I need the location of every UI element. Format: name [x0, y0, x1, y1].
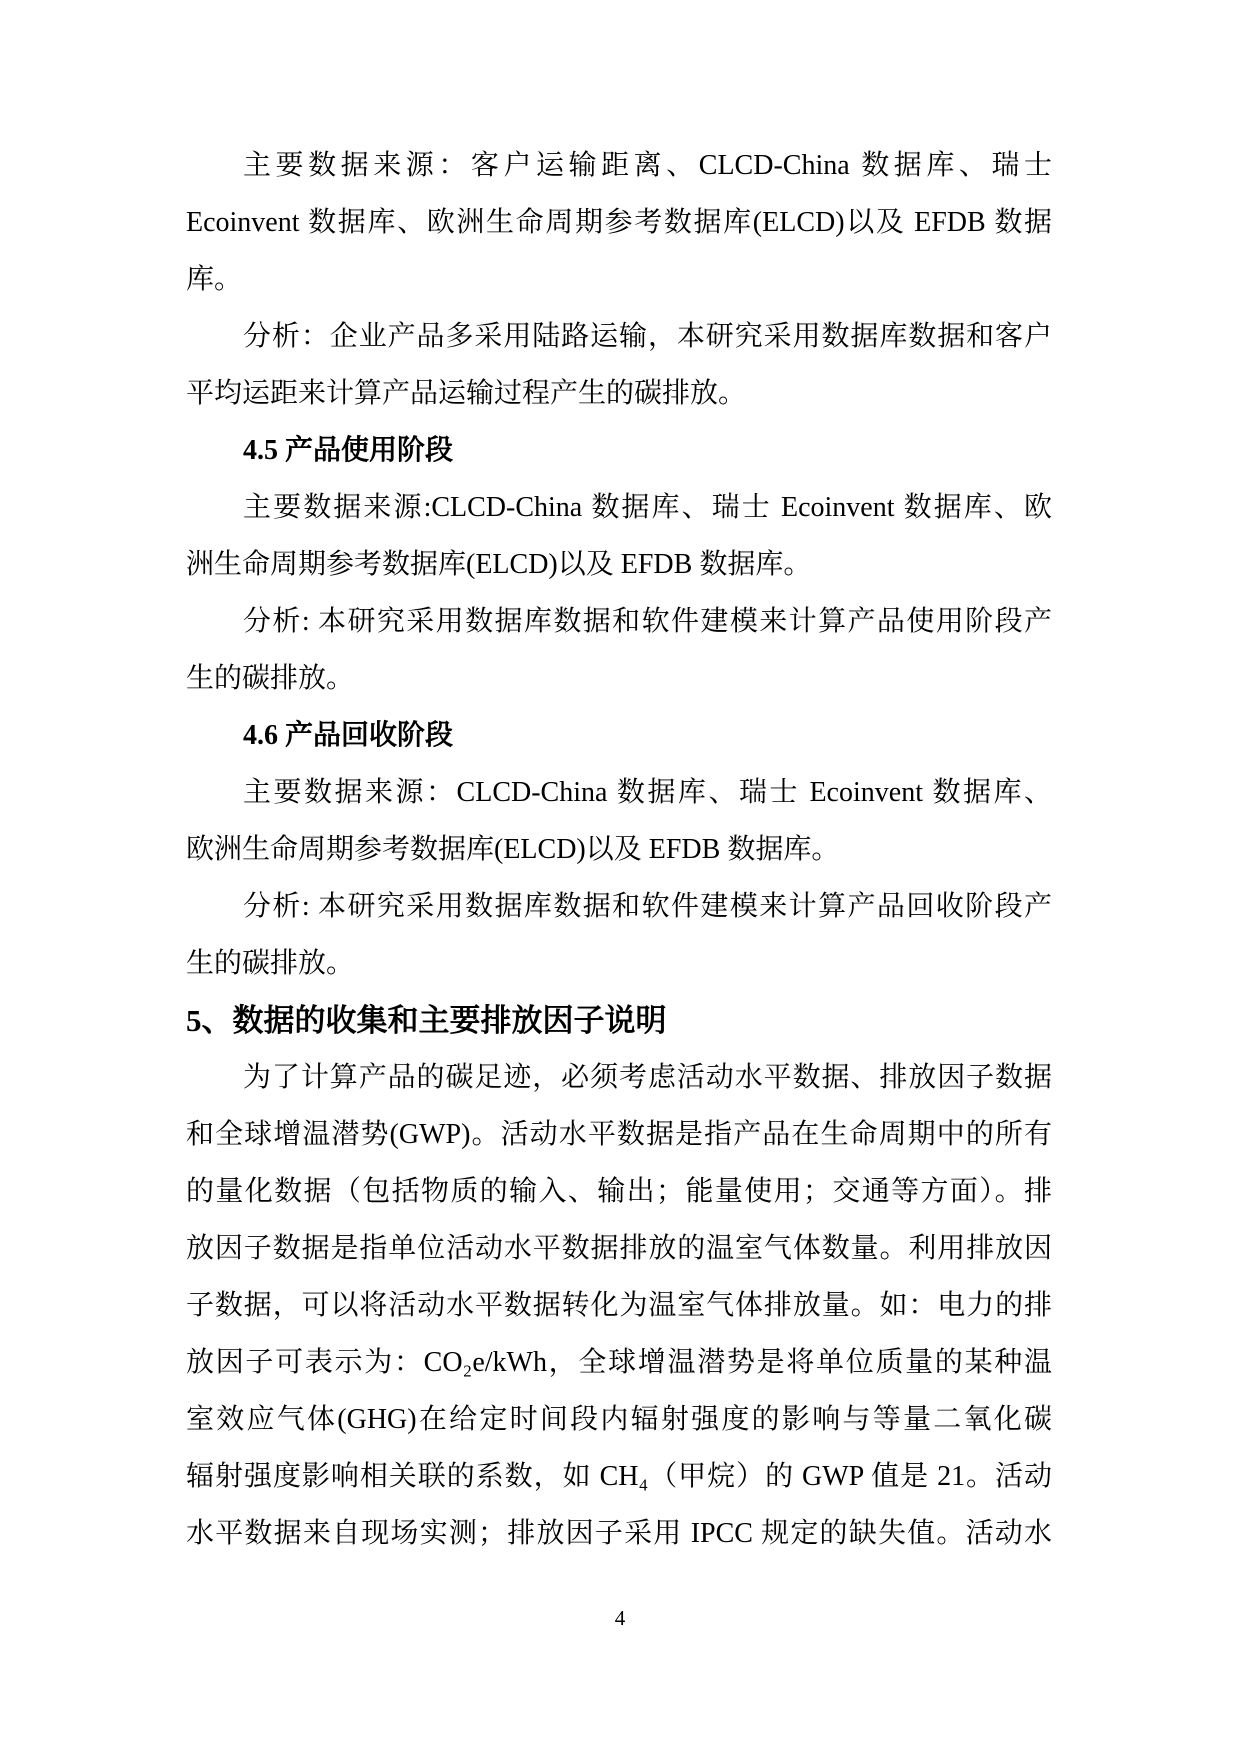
text-line: 分析：企业产品多采用陆路运输，本研究采用数据库数据和客户: [243, 321, 1052, 352]
paragraph: [186, 308, 1052, 422]
text-line: 的量化数据（包括物质的输入、输出；能量使用；交通等方面）。排: [186, 1176, 1052, 1207]
text-line: 室效应气体(GHG)在给定时间段内辐射强度的影响与等量二氧化碳: [186, 1404, 1052, 1435]
text-line: 库。: [186, 264, 243, 295]
text-line: 水平数据来自现场实测；排放因子采用 IPCC 规定的缺失值。活动水: [186, 1518, 1052, 1549]
text-line: 生的碳排放。: [186, 663, 355, 694]
text-line: 4.6 产品回收阶段: [243, 720, 454, 751]
text-line: 放因子数据是指单位活动水平数据排放的温室气体数量。利用排放因: [186, 1233, 1052, 1264]
text-line: 欧洲生命周期参考数据库(ELCD)以及 EFDB 数据库。: [186, 834, 840, 865]
text-line: 主要数据来源：客户运输距离、CLCD-China 数据库、瑞士: [243, 150, 1052, 181]
paragraph: [186, 137, 1052, 308]
paragraph: [186, 593, 1052, 707]
text-line: 主要数据来源：CLCD-China 数据库、瑞士 Ecoinvent 数据库、: [243, 777, 1052, 808]
text-line: 分析: 本研究采用数据库数据和软件建模来计算产品回收阶段产: [243, 891, 1052, 922]
text-line: 平均运距来计算产品运输过程产生的碳排放。: [186, 378, 747, 409]
document-body: [186, 137, 1052, 1562]
text-line: 洲生命周期参考数据库(ELCD)以及 EFDB 数据库。: [186, 549, 812, 580]
paragraph: [186, 479, 1052, 593]
text-line: 为了计算产品的碳足迹，必须考虑活动水平数据、排放因子数据: [243, 1062, 1052, 1093]
text-line: 和全球增温潜势(GWP)。活动水平数据是指产品在生命周期中的所有: [186, 1119, 1052, 1150]
text-line: 放因子可表示为：CO₂e/kWh，全球增温潜势是将单位质量的某种温: [186, 1347, 1052, 1378]
paragraph: [186, 764, 1052, 878]
text-line: 主要数据来源:CLCD-China 数据库、瑞士 Ecoinvent 数据库、欧: [243, 492, 1052, 523]
text-line: 子数据，可以将活动水平数据转化为温室气体排放量。如：电力的排: [186, 1290, 1052, 1321]
text-line: 生的碳排放。: [186, 948, 355, 979]
text-line: 分析: 本研究采用数据库数据和软件建模来计算产品使用阶段产: [243, 606, 1052, 637]
chapter-heading: [186, 992, 1052, 1049]
text-line: 辐射强度影响相关联的系数，如 CH₄（甲烷）的 GWP 值是 21。活动: [186, 1461, 1052, 1492]
page-number: 4: [614, 1606, 626, 1630]
paragraph: [186, 1049, 1052, 1562]
text-line: 5、数据的收集和主要排放因子说明: [186, 1003, 667, 1038]
paragraph: [186, 878, 1052, 992]
section-heading: [186, 422, 1052, 479]
text-line: Ecoinvent 数据库、欧洲生命周期参考数据库(ELCD)以及 EFDB 数据: [186, 207, 1052, 238]
text-line: 4.5 产品使用阶段: [243, 435, 454, 466]
section-heading: [186, 707, 1052, 764]
